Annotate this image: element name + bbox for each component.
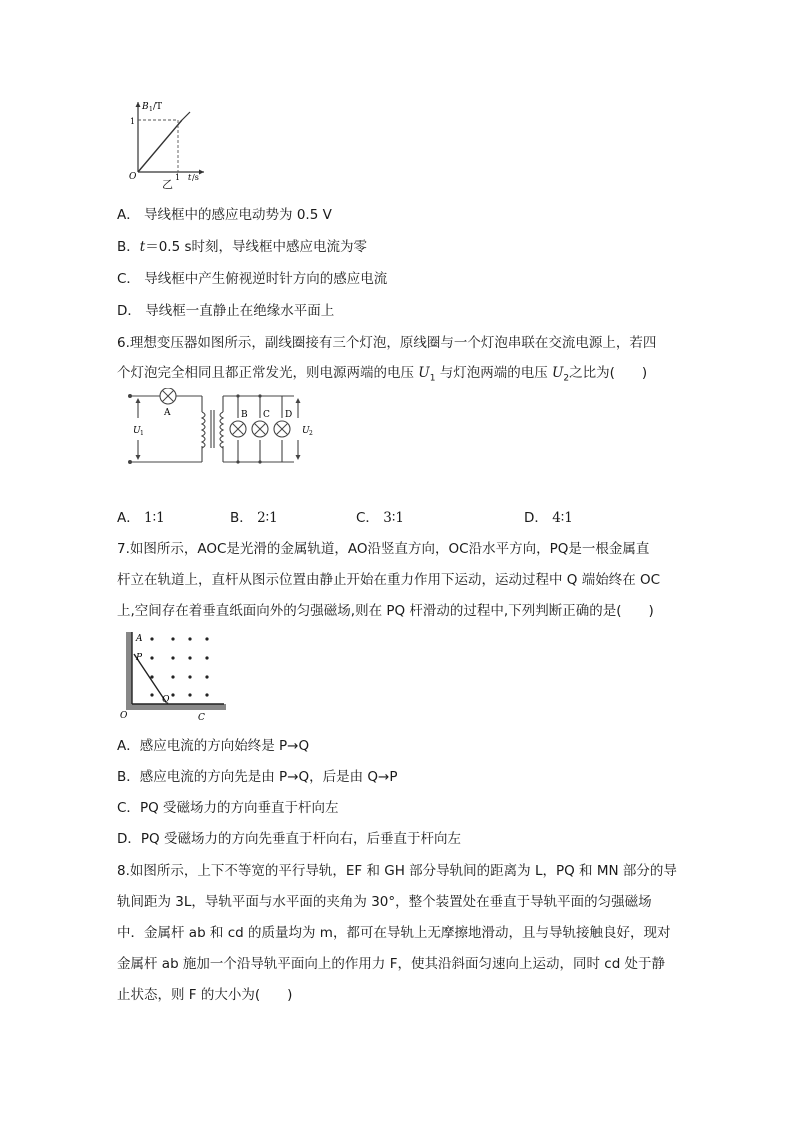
- q7-stem-line-1: 7.如图所示，AOC是光滑的金属轨道，AO沿竖直方向，OC沿水平方向，PQ是一根金属直: [117, 541, 650, 557]
- q8-stem-line-2: 轨间距为 3L，导轨平面与水平面的夹角为 30°，整个装置处在垂直于导轨平面的匀强磁场: [117, 894, 652, 910]
- q7-stem-line-3: 上,空间存在着垂直纸面向外的匀强磁场,则在 PQ 杆滑动的过程中,下列判断正确的是( ): [117, 603, 654, 619]
- point-q-label: Q: [162, 695, 170, 705]
- y-axis-sub: 1: [149, 106, 153, 113]
- transformer-circuit: [122, 388, 322, 470]
- y-axis-unit: /T: [153, 102, 163, 112]
- u2-label: U: [302, 426, 310, 436]
- q7-option-a: A．感应电流的方向始终是 P→Q: [117, 738, 310, 754]
- lamp-a-label: A: [164, 408, 171, 418]
- transformer-circuit-figure: [122, 388, 322, 470]
- rail-figure: [118, 630, 228, 724]
- u2-sub: 2: [309, 430, 313, 437]
- q7-stem-line-2: 杆立在轨道上，直杆从图示位置由静止开始在重力作用下运动，运动过程中 Q 端始终在 OC: [117, 572, 661, 588]
- u1-label: U: [133, 426, 141, 436]
- point-p-label: P: [136, 653, 143, 663]
- q6-stem-line-2: 个灯泡完全相同且都正常发光，则电源两端的电压 $U_1$ 与灯泡两端的电压 $U_2$之比为( ): [117, 365, 648, 384]
- figure-caption: 乙: [162, 178, 173, 191]
- q6-option-c: C． 3∶1: [356, 510, 404, 526]
- q6-option-a: A． 1∶1: [117, 510, 165, 526]
- bt-graph-figure: [118, 98, 208, 190]
- q5-option-d: D． 导线框一直静止在绝缘水平面上: [117, 303, 335, 319]
- q8-stem-line-1: 8.如图所示，上下不等宽的平行导轨，EF 和 GH 部分导轨间的距离为 L，PQ 和 MN 部分的导: [117, 863, 677, 879]
- point-o-label: O: [120, 711, 128, 721]
- x-axis-unit: /s: [192, 173, 199, 182]
- rail-magnetic-field-figure: [118, 630, 228, 724]
- q8-stem-line-4: 金属杆 ab 施加一个沿导轨平面向上的作用力 F，使其沿斜面匀速向上运动，同时 cd 处于静: [117, 956, 666, 972]
- point-a-label: A: [136, 634, 143, 644]
- q5-option-c: C． 导线框中产生俯视逆时针方向的感应电流: [117, 271, 388, 287]
- q7-option-d: D．PQ 受磁场力的方向先垂直于杆向右，后垂直于杆向左: [117, 831, 461, 847]
- q7-option-b: B．感应电流的方向先是由 P→Q，后是由 Q→P: [117, 769, 398, 785]
- point-c-label: C: [198, 713, 205, 723]
- y-axis-label: B: [142, 102, 149, 112]
- origin-label: O: [129, 172, 137, 182]
- lamp-c-label: C: [263, 410, 270, 420]
- x-tick: 1: [175, 173, 181, 182]
- q8-stem-line-3: 中．金属杆 ab 和 cd 的质量均为 m，都可在导轨上无摩擦地滑动，且与导轨接触良好，现对: [117, 925, 671, 941]
- x-axis-label: t: [188, 173, 192, 182]
- q6-option-b: B． 2∶1: [230, 510, 278, 526]
- lamp-b-label: B: [241, 410, 248, 420]
- lamp-d-label: D: [285, 410, 293, 420]
- q7-option-c: C．PQ 受磁场力的方向垂直于杆向左: [117, 800, 339, 816]
- q8-stem-line-5: 止状态，则 F 的大小为( ): [117, 987, 293, 1003]
- q6-option-d: D． 4∶1: [524, 510, 573, 526]
- q6-stem-line-1: 6.理想变压器如图所示，副线圈接有三个灯泡，原线圈与一个灯泡串联在交流电源上，若四: [117, 335, 657, 351]
- q6-options: [117, 508, 717, 528]
- y-tick: 1: [130, 117, 136, 126]
- u1-sub: 1: [140, 430, 144, 437]
- q5-option-a: A． 导线框中的感应电动势为 0.5 V: [117, 207, 332, 223]
- q5-option-b: B．t＝0.5 s时刻，导线框中感应电流为零: [117, 239, 367, 255]
